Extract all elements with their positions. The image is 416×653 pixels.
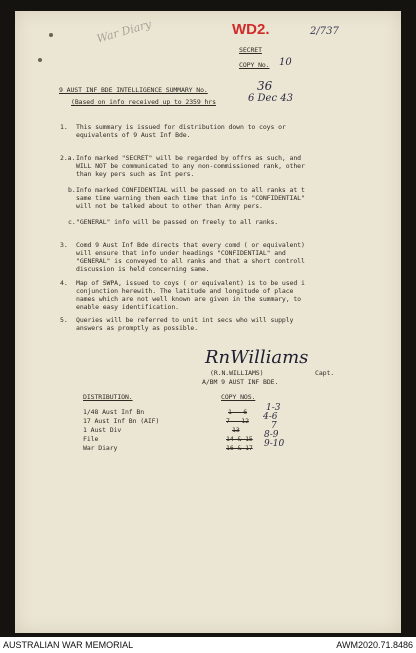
distribution-unit: File [83, 435, 99, 443]
stamp-mark: WD2. [232, 21, 270, 38]
copies-correction: 1-3 [266, 403, 281, 413]
distribution-copies: 16 & 17 [226, 444, 253, 452]
distribution-copies: 14 & 15 [226, 435, 253, 443]
summary-number: 36 [257, 79, 273, 93]
document-page [15, 11, 401, 633]
para-line: "GENERAL" info will be passed on freely to all ranks. [76, 218, 279, 226]
date-handwritten: 6 Dec 43 [248, 93, 293, 104]
para-line: This summary is issued for distribution down to coys or [76, 123, 286, 131]
distribution-heading: DISTRIBUTION. [83, 393, 133, 401]
para-number: 2.a. [60, 154, 76, 162]
archive-footer [0, 637, 416, 653]
para-line: Info marked CONFIDENTIAL will be passed on to all ranks at t [76, 186, 305, 194]
accession-number: AWM2020.71.8486 [336, 640, 413, 650]
copy-number: 10 [279, 57, 292, 68]
distribution-unit: 1 Aust Div [83, 426, 122, 434]
para-line: answers as promptly as possible. [76, 324, 199, 332]
signature: RnWilliams [205, 347, 309, 368]
para-line: Info marked "SECRET" will be regarded by offrs as such, and [76, 154, 301, 162]
para-line: WILL NOT be communicated to any non-commissioned rank, other [76, 162, 305, 170]
distribution-copies: 1 - 6 [228, 408, 248, 416]
copies-correction: 8-9 [264, 430, 279, 440]
signatory-appointment: A/BM 9 AUST INF BDE. [202, 378, 279, 386]
para-line: than key pers such as Int pers. [76, 170, 195, 178]
signatory-name: (R.N.WILLIAMS) [210, 369, 264, 377]
pencil-note: War Diary [95, 17, 153, 46]
copy-nos-heading: COPY NOS. [221, 393, 256, 401]
para-number: c. [68, 218, 76, 226]
punch-hole [49, 33, 53, 37]
classification-label: SECRET [239, 46, 262, 54]
para-number: 4. [60, 279, 68, 287]
distribution-unit: 17 Aust Inf Bn (AIF) [83, 417, 160, 425]
para-number: 1. [60, 123, 68, 131]
para-line: same time warning them each time that info is "CONFIDENTIAL" [76, 194, 305, 202]
distribution-copies: 7 - 12 [226, 417, 249, 425]
para-line: "GENERAL" is conveyed to all ranks and that a short controll [76, 257, 305, 265]
para-line: equivalents of 9 Aust Inf Bde. [76, 131, 191, 139]
para-number: b. [68, 186, 76, 194]
para-line: names which are not well known are given in the summary, to [76, 295, 301, 303]
copies-correction: 7 [271, 421, 277, 431]
para-line: will ensure that info under headings "CONFIDENTIAL" and [76, 249, 286, 257]
distribution-unit: 1/48 Aust Inf Bn [83, 408, 145, 416]
copies-correction: 4-6 [263, 412, 278, 422]
para-line: will not be talked about to other than Army pers. [76, 202, 263, 210]
para-line: discussion is held concerning same. [76, 265, 210, 273]
para-line: Map of SWPA, issued to coys ( or equivalent) is to be used i [76, 279, 305, 287]
summary-title: 9 AUST INF BDE INTELLIGENCE SUMMARY No. [59, 86, 208, 94]
para-number: 3. [60, 241, 68, 249]
signatory-rank: Capt. [315, 369, 335, 377]
distribution-copies: 13 [232, 426, 240, 434]
copies-correction: 9-10 [264, 439, 285, 449]
punch-hole [38, 58, 42, 62]
para-number: 5. [60, 316, 68, 324]
copy-label: COPY No. [239, 61, 270, 69]
para-line: conjunction herewith. The latitude and longitude of place [76, 287, 294, 295]
para-line: enable easy identification. [76, 303, 179, 311]
archive-name: AUSTRALIAN WAR MEMORIAL [3, 640, 134, 650]
para-line: Queries will be referred to unit int secs who will supply [76, 316, 294, 324]
file-reference: 2/737 [310, 26, 339, 37]
para-line: Comd 9 Aust Inf Bde directs that every comd ( or equivalent) [76, 241, 305, 249]
based-on-line: (Based on info received up to 2359 hrs [71, 98, 216, 106]
distribution-unit: War Diary [83, 444, 118, 452]
